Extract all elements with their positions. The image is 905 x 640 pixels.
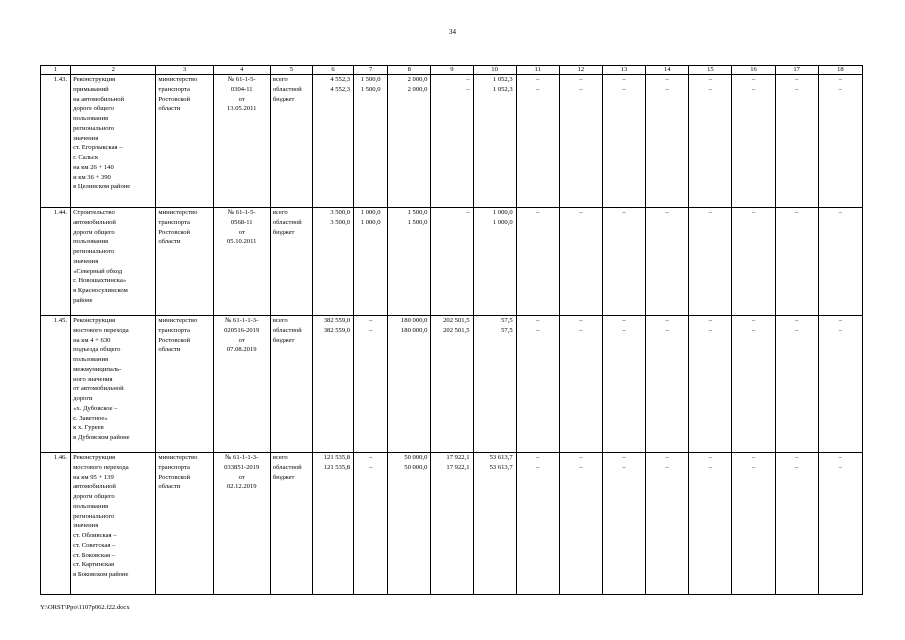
- object-name-line: от автомобильной: [73, 385, 124, 393]
- value-cell-c14: [646, 75, 689, 208]
- document-line: от: [238, 95, 245, 103]
- object-name-line: ст. Обливская –: [73, 532, 117, 539]
- budget-table: [40, 65, 863, 595]
- value-line: –: [665, 454, 669, 461]
- value-line: –: [622, 463, 626, 471]
- object-name-line: на автомобильной: [73, 95, 125, 103]
- responsible-line: области: [158, 346, 181, 354]
- value-cell-c15: [689, 208, 732, 316]
- value-cell-c13: [602, 453, 645, 595]
- value-line: –: [579, 326, 583, 334]
- object-name-cell: [71, 316, 156, 453]
- object-name-line: и км 36 + 390: [73, 173, 111, 181]
- value-line: –: [795, 317, 799, 324]
- value-line: 1 500,0: [360, 76, 381, 83]
- value-line: 382 559,0: [323, 317, 351, 324]
- value-cell-c18: [818, 453, 862, 595]
- object-name-line: Строительство: [73, 209, 115, 216]
- value-cell-c8: [388, 453, 431, 595]
- responsible-line: министерство: [158, 317, 198, 324]
- object-name-cell: [71, 75, 156, 208]
- value-line: 53 613,7: [489, 454, 513, 461]
- object-name-line: автомобильной: [73, 483, 116, 491]
- value-cell-c11: [516, 453, 559, 595]
- object-name-line: ного значения: [73, 375, 113, 383]
- value-line: –: [795, 326, 799, 334]
- value-line: –: [369, 326, 373, 334]
- value-line: 1 000,0: [360, 209, 381, 216]
- value-line: –: [708, 76, 712, 83]
- object-name-line: подъезда общего: [73, 346, 121, 354]
- object-name-line: дороге общего: [73, 105, 115, 113]
- value-cell-c11: [516, 75, 559, 208]
- value-line: –: [536, 85, 540, 93]
- responsible-cell: [156, 75, 213, 208]
- value-cell-c14: [646, 453, 689, 595]
- value-line: –: [665, 463, 669, 471]
- value-line: 1 500,0: [360, 85, 381, 93]
- value-line: 180 000,0: [400, 317, 428, 324]
- value-cell-c7: [354, 75, 388, 208]
- value-cell-c15: [689, 453, 732, 595]
- object-name-line: к х. Гуреев: [73, 424, 104, 432]
- document-line: 13.05.2011: [226, 105, 257, 113]
- value-cell-c7: [354, 208, 388, 316]
- funding-source-cell: [270, 208, 312, 316]
- object-name-line: «х. Дубовское –: [73, 404, 118, 412]
- value-line: –: [579, 85, 583, 93]
- funding-source-line: областной: [272, 326, 302, 334]
- object-name-line: ст. Картинская: [73, 561, 115, 569]
- column-header-5: 5: [270, 66, 312, 75]
- funding-source-line: бюджет: [272, 95, 295, 103]
- object-name-line: г. Сальск: [73, 154, 99, 161]
- value-line: –: [579, 317, 583, 324]
- document-line: № 61-1-1-3-: [225, 317, 259, 324]
- value-line: –: [751, 209, 756, 216]
- responsible-line: области: [158, 105, 181, 113]
- value-line: –: [622, 317, 626, 324]
- value-cell-c13: [602, 75, 645, 208]
- funding-source-line: бюджет: [272, 336, 295, 344]
- value-line: –: [536, 76, 540, 83]
- value-line: –: [369, 454, 373, 461]
- value-cell-c10: [473, 208, 516, 316]
- column-header-4: 4: [213, 66, 270, 75]
- table-row: [41, 75, 863, 208]
- funding-source-cell: [270, 75, 312, 208]
- value-line: –: [795, 463, 799, 471]
- value-cell-c11: [516, 316, 559, 453]
- table-row: [41, 453, 863, 595]
- value-line: –: [579, 454, 583, 461]
- value-cell-c7: [354, 316, 388, 453]
- value-line: –: [665, 76, 669, 83]
- document-line: № 61-1-5-: [227, 76, 256, 83]
- value-cell-c9: [431, 208, 473, 316]
- value-line: –: [838, 85, 843, 93]
- value-line: –: [466, 76, 470, 83]
- value-line: –: [536, 454, 540, 461]
- object-name-line: регионального: [73, 248, 115, 255]
- column-header-3: 3: [156, 66, 213, 75]
- value-cell-c17: [775, 75, 818, 208]
- value-cell-c8: [388, 75, 431, 208]
- value-line: 57,5: [501, 317, 513, 324]
- value-cell-c10: [473, 75, 516, 208]
- funding-source-line: бюджет: [272, 473, 295, 481]
- document-line: № 61-1-5-: [227, 209, 256, 216]
- value-line: 121 535,8: [323, 454, 351, 461]
- document-line: 0568-11: [230, 218, 253, 226]
- responsible-cell: [156, 316, 213, 453]
- responsible-line: Ростовской: [158, 95, 191, 103]
- document-line: 0304-11: [230, 85, 253, 93]
- object-name-line: ст. Боковская –: [73, 551, 115, 559]
- value-line: –: [795, 76, 799, 83]
- object-name-line: мостового перехода: [73, 326, 129, 334]
- object-name-line: в Красносулинском: [73, 287, 128, 294]
- object-name-line: ст. Советская –: [73, 541, 116, 549]
- value-cell-c16: [732, 75, 775, 208]
- object-name-line: на км 95 + 139: [73, 473, 114, 481]
- document-line: от: [238, 336, 245, 344]
- value-cell-c9: [431, 316, 473, 453]
- value-line: –: [622, 85, 626, 93]
- object-name-line: Реконструкция: [73, 317, 115, 324]
- column-header-2: 2: [71, 66, 156, 75]
- funding-source-line: областной: [272, 463, 302, 471]
- object-name-line: значения: [73, 522, 99, 530]
- responsible-line: транспорта: [158, 85, 190, 93]
- value-cell-c16: [732, 453, 775, 595]
- value-cell-c16: [732, 208, 775, 316]
- value-line: –: [665, 326, 669, 334]
- value-line: 4 552,3: [330, 76, 351, 83]
- object-name-cell: [71, 453, 156, 595]
- object-name-line: пользования: [73, 502, 109, 510]
- object-name-line: на км 4 + 630: [73, 336, 111, 344]
- value-cell-c6: [312, 453, 353, 595]
- object-name-line: пользования: [73, 238, 109, 246]
- column-header-17: 17: [775, 66, 818, 75]
- column-header-14: 14: [646, 66, 689, 75]
- value-cell-c10: [473, 453, 516, 595]
- object-name-line: в Боковском районе: [73, 571, 129, 578]
- value-cell-c13: [602, 316, 645, 453]
- value-line: 121 535,8: [323, 463, 351, 471]
- value-line: 1 000,0: [360, 218, 381, 226]
- value-line: –: [751, 317, 756, 324]
- document-line: 07.08.2019: [226, 346, 257, 354]
- value-cell-c12: [559, 75, 602, 208]
- value-cell-c14: [646, 316, 689, 453]
- value-line: –: [751, 454, 756, 461]
- object-name-line: ст. Егорлыкская –: [73, 144, 123, 152]
- funding-source-line: областной: [272, 85, 302, 93]
- object-name-line: Реконструкция: [73, 76, 115, 83]
- value-line: 3 500,0: [330, 209, 351, 216]
- value-cell-c8: [388, 208, 431, 316]
- document-cell: [213, 75, 270, 208]
- responsible-cell: [156, 208, 213, 316]
- value-cell-c9: [431, 453, 473, 595]
- value-line: 50 000,0: [404, 463, 428, 471]
- value-line: –: [622, 209, 626, 216]
- file-path: Y:\ORST\Ppo\1107p062.f22.docx: [40, 604, 130, 611]
- column-header-6: 6: [312, 66, 353, 75]
- object-name-line: регионального: [73, 512, 115, 520]
- value-line: 1 500,0: [407, 218, 428, 226]
- responsible-line: министерство: [158, 209, 198, 216]
- value-line: –: [708, 463, 712, 471]
- funding-source-line: всего: [272, 209, 288, 216]
- funding-source-cell: [270, 453, 312, 595]
- column-header-11: 11: [516, 66, 559, 75]
- value-cell-c17: [775, 208, 818, 316]
- value-line: 202 501,5: [443, 317, 470, 324]
- value-cell-c11: [516, 208, 559, 316]
- document-cell: [213, 453, 270, 595]
- value-line: 2 000,0: [407, 85, 428, 93]
- value-line: –: [536, 463, 540, 471]
- value-line: –: [665, 85, 669, 93]
- value-line: –: [708, 85, 712, 93]
- object-name-cell: [71, 208, 156, 316]
- value-line: 17 922,1: [446, 454, 470, 461]
- object-name-line: Реконструкция: [73, 454, 115, 461]
- value-line: 1 052,3: [492, 85, 513, 93]
- value-line: –: [369, 317, 373, 324]
- document-line: 02.12.2019: [226, 483, 257, 491]
- value-line: –: [622, 76, 626, 83]
- value-line: –: [838, 209, 843, 216]
- value-line: 1 052,3: [492, 76, 513, 83]
- value-cell-c6: [312, 316, 353, 453]
- value-line: 202 501,5: [443, 326, 470, 334]
- value-cell-c15: [689, 75, 732, 208]
- value-cell-c17: [775, 453, 818, 595]
- row-number: 1.43.: [41, 75, 71, 208]
- value-line: 4 552,3: [330, 85, 351, 93]
- object-name-line: значения: [73, 257, 99, 265]
- value-line: 1 000,0: [492, 218, 513, 226]
- document-line: от: [238, 228, 245, 236]
- object-name-line: дороги: [73, 395, 93, 402]
- value-cell-c14: [646, 208, 689, 316]
- column-header-13: 13: [602, 66, 645, 75]
- value-line: –: [579, 76, 583, 83]
- value-line: –: [665, 209, 669, 216]
- column-number-row: [41, 66, 863, 75]
- value-line: 3 500,0: [330, 218, 351, 226]
- value-cell-c18: [818, 316, 862, 453]
- value-line: –: [369, 463, 373, 471]
- object-name-line: регионального: [73, 124, 115, 132]
- object-name-line: пользования: [73, 356, 109, 363]
- value-line: –: [751, 463, 756, 471]
- column-header-1: 1: [41, 66, 71, 75]
- value-line: 53 613,7: [489, 463, 513, 471]
- object-name-line: автомобильной: [73, 218, 116, 226]
- value-cell-c9: [431, 75, 473, 208]
- responsible-line: транспорта: [158, 326, 190, 334]
- column-header-7: 7: [354, 66, 388, 75]
- value-line: –: [795, 209, 799, 216]
- value-line: 17 922,1: [446, 463, 470, 471]
- object-name-line: дороги общего: [73, 493, 115, 500]
- value-line: 180 000,0: [400, 326, 428, 334]
- table-row: [41, 208, 863, 316]
- object-name-line: на км 26 + 140: [73, 163, 114, 171]
- value-line: 50 000,0: [404, 454, 428, 461]
- value-line: –: [536, 209, 540, 216]
- value-cell-c6: [312, 208, 353, 316]
- column-header-9: 9: [431, 66, 473, 75]
- value-line: –: [622, 454, 626, 461]
- document-line: от: [238, 473, 245, 481]
- value-line: –: [536, 317, 540, 324]
- object-name-line: в Дубовском районе: [73, 434, 130, 441]
- responsible-line: транспорта: [158, 218, 190, 226]
- column-header-15: 15: [689, 66, 732, 75]
- column-header-16: 16: [732, 66, 775, 75]
- value-line: 57,5: [501, 326, 513, 334]
- document-cell: [213, 208, 270, 316]
- responsible-line: Ростовской: [158, 336, 191, 344]
- value-cell-c13: [602, 208, 645, 316]
- value-line: 382 559,0: [323, 326, 351, 334]
- object-name-line: пользования: [73, 115, 109, 122]
- value-cell-c17: [775, 316, 818, 453]
- value-line: –: [466, 209, 470, 216]
- value-line: –: [708, 326, 712, 334]
- responsible-line: Ростовской: [158, 473, 191, 481]
- value-line: 2 000,0: [407, 76, 428, 83]
- document-line: № 61-1-1-3-: [225, 454, 259, 461]
- value-cell-c7: [354, 453, 388, 595]
- object-name-line: мостового перехода: [73, 463, 129, 471]
- funding-source-line: всего: [272, 317, 288, 324]
- value-line: –: [838, 76, 843, 83]
- responsible-line: министерство: [158, 454, 198, 461]
- value-line: –: [751, 85, 756, 93]
- value-line: –: [838, 454, 843, 461]
- object-name-line: межмуниципаль-: [73, 365, 122, 373]
- value-line: –: [751, 76, 756, 83]
- funding-source-line: всего: [272, 454, 288, 461]
- responsible-cell: [156, 453, 213, 595]
- funding-source-line: областной: [272, 218, 302, 226]
- column-header-18: 18: [818, 66, 862, 75]
- value-line: –: [795, 454, 799, 461]
- responsible-line: транспорта: [158, 463, 190, 471]
- document-line: 05.10.2011: [226, 238, 257, 246]
- value-line: 1 000,0: [492, 209, 513, 216]
- row-number: 1.45.: [41, 316, 71, 453]
- value-line: –: [751, 326, 756, 334]
- value-cell-c8: [388, 316, 431, 453]
- object-name-line: г. Новошахтинска»: [73, 277, 127, 285]
- document-line: 020516-2019: [224, 326, 260, 334]
- object-name-line: районе: [73, 296, 93, 304]
- page-number: 34: [449, 28, 456, 36]
- value-line: –: [838, 317, 843, 324]
- funding-source-line: бюджет: [272, 228, 295, 236]
- row-number: 1.46.: [41, 453, 71, 595]
- value-cell-c6: [312, 75, 353, 208]
- object-name-line: примыканий: [73, 85, 109, 93]
- value-line: –: [838, 326, 843, 334]
- column-header-12: 12: [559, 66, 602, 75]
- value-line: –: [622, 326, 626, 334]
- value-line: –: [708, 317, 712, 324]
- value-line: –: [536, 326, 540, 334]
- value-cell-c16: [732, 316, 775, 453]
- object-name-line: в Целинском районе: [73, 183, 131, 191]
- value-line: –: [708, 209, 712, 216]
- value-line: –: [708, 454, 712, 461]
- value-cell-c15: [689, 316, 732, 453]
- responsible-line: министерство: [158, 76, 198, 83]
- funding-source-cell: [270, 316, 312, 453]
- responsible-line: Ростовской: [158, 228, 191, 236]
- object-name-line: значения: [73, 134, 99, 142]
- responsible-line: области: [158, 483, 181, 491]
- document-line: 033851-2019: [224, 463, 260, 471]
- value-cell-c12: [559, 453, 602, 595]
- value-cell-c10: [473, 316, 516, 453]
- funding-source-line: всего: [272, 76, 288, 83]
- value-cell-c18: [818, 208, 862, 316]
- column-header-10: 10: [473, 66, 516, 75]
- value-cell-c12: [559, 316, 602, 453]
- value-cell-c12: [559, 208, 602, 316]
- value-line: –: [466, 85, 470, 93]
- value-line: 1 500,0: [407, 209, 428, 216]
- value-line: –: [579, 209, 583, 216]
- document-cell: [213, 316, 270, 453]
- responsible-line: области: [158, 238, 181, 246]
- object-name-line: дороги общего: [73, 228, 115, 236]
- value-line: –: [665, 317, 669, 324]
- value-line: –: [838, 463, 843, 471]
- row-number: 1.44.: [41, 208, 71, 316]
- object-name-line: с. Заветное»: [73, 414, 108, 422]
- table-row: [41, 316, 863, 453]
- value-line: –: [795, 85, 799, 93]
- object-name-line: «Северный обход: [73, 267, 123, 275]
- value-cell-c18: [818, 75, 862, 208]
- column-header-8: 8: [388, 66, 431, 75]
- value-line: –: [579, 463, 583, 471]
